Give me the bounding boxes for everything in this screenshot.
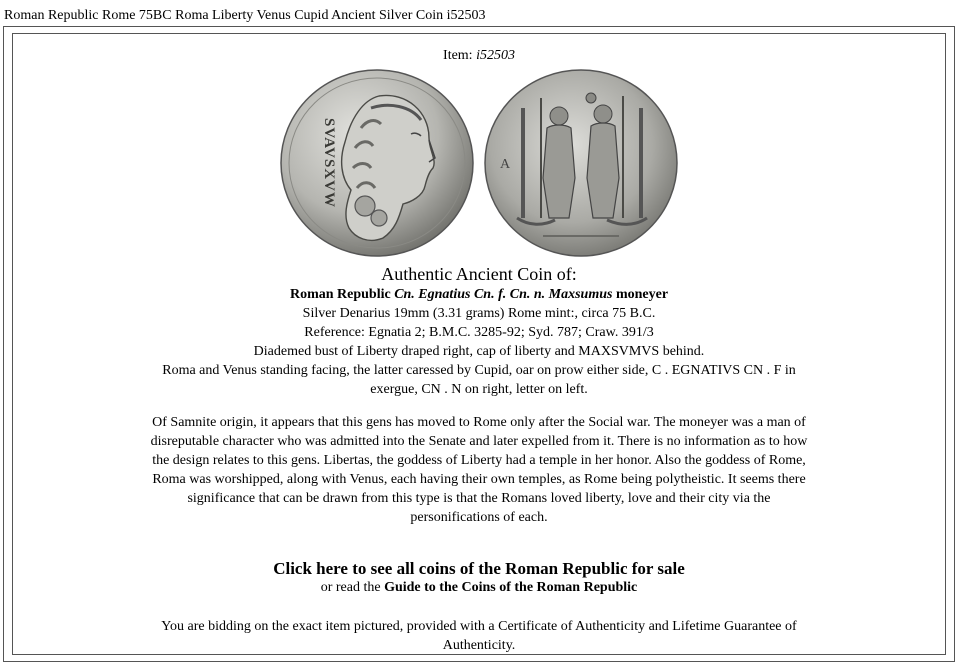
ruler-italic: Cn. Egnatius Cn. f. Cn. n. Maxsumus [394, 287, 613, 302]
ruler-suffix: moneyer [612, 287, 669, 302]
obverse-legend: SVAVSXVW [321, 118, 337, 208]
listing-frame-inner [12, 33, 946, 655]
reference-line: Reference: Egnatia 2; B.M.C. 3285-92; Syd. 787; Craw. 391/3 [304, 325, 654, 340]
ruler-line [13, 285, 945, 304]
listing-content [13, 47, 945, 655]
ruler-bold: Roman Republic [289, 287, 395, 302]
coin-obverse-graphic [279, 68, 475, 258]
roman-republic-coins-link[interactable]: Click here to see all coins of the Roman Republic for sale [273, 559, 685, 578]
guide-or-text: or read the [320, 580, 385, 595]
item-id: i52503 [476, 48, 515, 63]
page-title: Roman Republic Rome 75BC Roma Liberty Venus Cupid Ancient Silver Coin i52503 [4, 8, 486, 23]
history-paragraph: Of Samnite origin, it appears that this gens has moved to Rome only after the Social war. The moneyer was a man of disreputable character who was admitted into the Senate and later expelled from it. There is no information as to how the design relates to this gens. Libertas, the goddess of Liberty had a temple in her honor. Also the goddess of Rome, Roma was worshipped, along with Venus, each having their own temples, as Rome being polytheistic. It seems there significance that can be drawn from this type is that the Romans loved liberty, love and their city via the personifications of each. [150, 415, 808, 525]
denomination-line: Silver Denarius 19mm (3.31 grams) Rome mint:, circa 75 B.C. [302, 306, 656, 321]
coin-details [13, 285, 945, 399]
item-label: Item: [443, 48, 477, 63]
guide-line [13, 579, 945, 597]
obverse-description: Diademed bust of Liberty draped right, cap of liberty and MAXSVMVS behind. [253, 344, 705, 359]
coin-reverse-graphic [483, 68, 679, 258]
authentic-heading: Authentic Ancient Coin of: [381, 264, 577, 284]
coin-reverse-image [483, 68, 679, 258]
item-line [13, 47, 945, 65]
roman-republic-guide-link[interactable]: Guide to the Coins of the Roman Republic [384, 580, 638, 595]
authenticity-footer: You are bidding on the exact item pictured, provided with a Certificate of Authenticity and Lifetime Guarantee of Authenticity. [161, 619, 797, 653]
reverse-description: Roma and Venus standing facing, the latter caressed by Cupid, oar on prow either side, C . EGNATIVS CN . F in exergue, CN . N on right, letter on left. [162, 363, 796, 397]
listing-frame-outer [3, 26, 955, 662]
coin-images [13, 68, 945, 258]
coin-obverse-image [279, 68, 475, 258]
reverse-letter: A [499, 157, 511, 172]
